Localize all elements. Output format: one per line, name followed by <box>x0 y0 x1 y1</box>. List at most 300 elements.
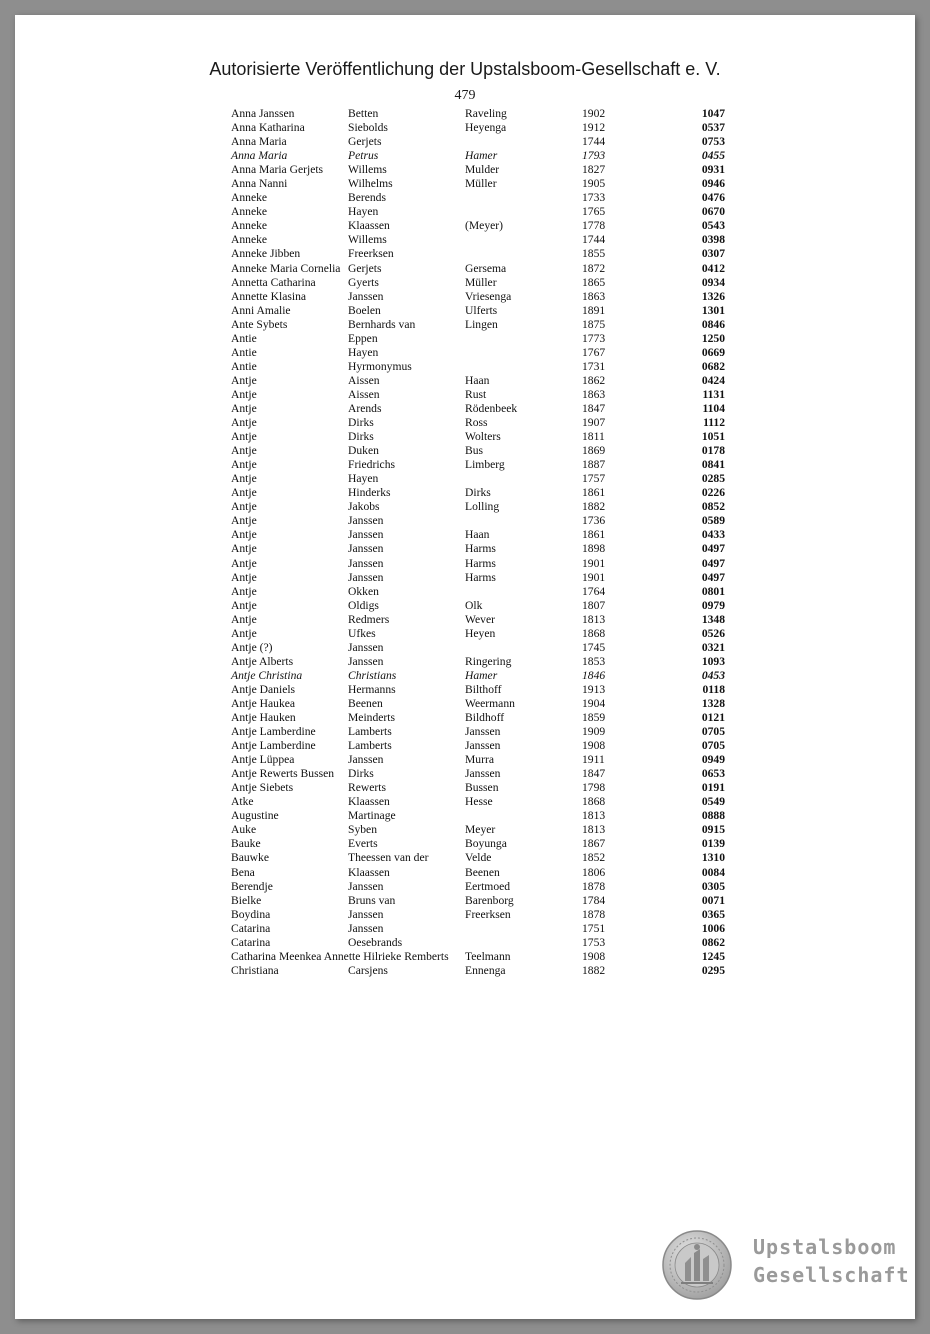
reference-number-cell: 0178 <box>701 444 725 458</box>
surname-cell: Rödenbeek <box>465 401 518 415</box>
reference-number-cell: 0398 <box>701 233 725 247</box>
reference-number-cell: 0476 <box>701 191 725 205</box>
year-cell: 1744 <box>582 135 606 149</box>
table-row <box>15 177 915 191</box>
patronym-cell: Jakobs <box>348 500 380 514</box>
patronym-cell: Janssen <box>348 640 384 654</box>
given-name-cell: Antje <box>231 556 257 570</box>
table-row <box>15 219 915 233</box>
given-name-cell: Antje <box>231 626 257 640</box>
given-name-cell: Annetta Catharina <box>231 275 316 289</box>
patronym-cell: Janssen <box>348 879 384 893</box>
reference-number-cell: 0931 <box>701 163 725 177</box>
year-cell: 1813 <box>582 809 606 823</box>
year-cell: 1853 <box>582 654 606 668</box>
surname-cell: Lingen <box>465 317 498 331</box>
table-row <box>15 374 915 388</box>
surname-cell: Olk <box>465 598 483 612</box>
table-row <box>15 233 915 247</box>
year-cell: 1744 <box>582 233 606 247</box>
surname-cell: Müller <box>465 275 497 289</box>
year-cell: 1882 <box>582 500 606 514</box>
given-name-cell: Antje <box>231 584 257 598</box>
surname-cell: Raveling <box>465 107 507 120</box>
reference-number-cell: 0705 <box>701 725 725 739</box>
patronym-cell: Carsjens <box>348 963 388 977</box>
reference-number-cell: 1104 <box>702 401 725 415</box>
year-cell: 1913 <box>582 682 606 696</box>
surname-cell: Bilthoff <box>465 682 502 696</box>
surname-cell: Harms <box>465 542 496 556</box>
table-row <box>15 851 915 865</box>
patronym-cell: Berends <box>348 191 386 205</box>
given-name-cell: Catarina <box>231 935 271 949</box>
year-cell: 1872 <box>582 261 606 275</box>
year-cell: 1806 <box>582 865 606 879</box>
given-name-cell: Antje Rewerts Bussen <box>231 767 335 781</box>
reference-number-cell: 0497 <box>701 556 725 570</box>
year-cell: 1878 <box>582 879 606 893</box>
surname-cell: Hamer <box>465 149 498 163</box>
given-name-cell: Antje <box>231 444 257 458</box>
surname-cell: Gersema <box>465 261 507 275</box>
surname-cell: Vriesenga <box>465 289 512 303</box>
reference-number-cell: 0979 <box>701 598 725 612</box>
patronym-cell: Klaassen <box>348 795 390 809</box>
given-name-cell: Antje Christina <box>231 668 303 682</box>
given-name-cell: Antje Hauken <box>231 711 296 725</box>
table-row <box>15 823 915 837</box>
reference-number-cell: 1245 <box>701 949 725 963</box>
table-row <box>15 500 915 514</box>
logo-line-2: Gesellschaft <box>753 1263 910 1287</box>
patronym-cell: Janssen <box>348 556 384 570</box>
surname-cell: Ennenga <box>465 963 506 977</box>
reference-number-cell: 1006 <box>701 921 725 935</box>
reference-number-cell: 0285 <box>701 472 725 486</box>
patronym-cell: Hayen <box>348 345 379 359</box>
surname-cell: Heyen <box>465 626 496 640</box>
year-cell: 1731 <box>582 359 606 373</box>
given-name-cell: Anna Maria Gerjets <box>231 163 324 177</box>
reference-number-cell: 0915 <box>701 823 725 837</box>
table-row <box>15 528 915 542</box>
surname-cell: Hamer <box>465 668 498 682</box>
patronym-cell: Janssen <box>348 542 384 556</box>
given-name-cell: Bielke <box>231 893 262 907</box>
surname-cell: Janssen <box>465 725 501 739</box>
patronym-cell: Janssen <box>348 570 384 584</box>
surname-cell: Müller <box>465 177 497 191</box>
given-name-cell: Antje Lüppea <box>231 753 295 767</box>
surname-cell: Haan <box>465 528 490 542</box>
patronym-cell: Freerksen <box>348 247 394 261</box>
given-name-cell: Anna Katharina <box>231 121 305 135</box>
reference-number-cell: 0084 <box>701 865 725 879</box>
patronym-cell: Eppen <box>348 331 378 345</box>
reference-number-cell: 0653 <box>701 767 725 781</box>
given-name-cell: Antje Daniels <box>231 682 296 696</box>
reference-number-cell: 0071 <box>701 893 725 907</box>
reference-number-cell: 0433 <box>701 528 725 542</box>
patronym-cell: Dirks <box>348 767 374 781</box>
table-row <box>15 416 915 430</box>
reference-number-cell: 0549 <box>701 795 725 809</box>
given-name-cell: Antje <box>231 570 257 584</box>
reference-number-cell: 1310 <box>701 851 725 865</box>
year-cell: 1807 <box>582 598 606 612</box>
year-cell: 1868 <box>582 795 606 809</box>
society-logo <box>661 1229 915 1303</box>
year-cell: 1813 <box>582 612 606 626</box>
table-row <box>15 964 915 978</box>
reference-number-cell: 0537 <box>701 121 725 135</box>
given-name-cell: Antje <box>231 472 257 486</box>
given-name-cell: Antje <box>231 373 257 387</box>
patronym-cell: Klaassen <box>348 219 390 233</box>
table-row <box>15 304 915 318</box>
year-cell: 1863 <box>582 387 606 401</box>
year-cell: 1875 <box>582 317 606 331</box>
patronym-cell: Beenen <box>348 696 383 710</box>
patronym-cell: Bernhards van <box>348 317 416 331</box>
year-cell: 1908 <box>582 739 606 753</box>
given-name-cell: Antie <box>231 359 257 373</box>
patronym-cell: Hyrmonymus <box>348 359 412 373</box>
surname-cell: Rust <box>465 387 487 401</box>
reference-number-cell: 0424 <box>701 373 725 387</box>
table-row <box>15 290 915 304</box>
year-cell: 1736 <box>582 514 606 528</box>
given-name-cell: Antje <box>231 430 257 444</box>
year-cell: 1887 <box>582 458 606 472</box>
reference-number-cell: 1093 <box>701 654 725 668</box>
patronym-cell: Theessen van der <box>348 851 429 865</box>
reference-number-cell: 1348 <box>701 612 725 626</box>
given-name-cell: Antje <box>231 528 257 542</box>
reference-number-cell: 0934 <box>701 275 725 289</box>
year-cell: 1798 <box>582 781 606 795</box>
table-row <box>15 486 915 500</box>
table-row <box>15 936 915 950</box>
given-name-cell: Anna Janssen <box>231 107 295 120</box>
patronym-cell: Aissen <box>348 387 380 401</box>
surname-cell: Eertmoed <box>465 879 511 893</box>
given-name-cell: Catarina <box>231 921 271 935</box>
year-cell: 1765 <box>582 205 606 219</box>
table-row <box>15 767 915 781</box>
patronym-cell: Betten <box>348 107 379 120</box>
year-cell: 1867 <box>582 837 606 851</box>
patronym-cell: Janssen <box>348 753 384 767</box>
year-cell: 1898 <box>582 542 606 556</box>
surname-cell: Meyer <box>465 823 496 837</box>
table-row <box>15 191 915 205</box>
patronym-cell: Gerjets <box>348 135 382 149</box>
table-row <box>15 669 915 683</box>
reference-number-cell: 0682 <box>701 359 725 373</box>
surname-cell: Lolling <box>465 500 500 514</box>
reference-number-cell: 0307 <box>701 247 725 261</box>
surname-cell: Boyunga <box>465 837 507 851</box>
year-cell: 1901 <box>582 556 606 570</box>
year-cell: 1778 <box>582 219 606 233</box>
given-name-cell: Anneke Jibben <box>231 247 301 261</box>
table-row <box>15 346 915 360</box>
year-cell: 1909 <box>582 725 606 739</box>
reference-number-cell: 0753 <box>701 135 725 149</box>
given-name-cell: Ante Sybets <box>231 317 288 331</box>
reference-number-cell: 0946 <box>701 177 725 191</box>
table-row <box>15 135 915 149</box>
surname-cell: Bildhoff <box>465 711 505 725</box>
reference-number-cell: 0226 <box>701 486 725 500</box>
page-number: 479 <box>454 88 476 103</box>
patronym-cell: Arends <box>348 401 382 415</box>
table-row <box>15 149 915 163</box>
table-row <box>15 781 915 795</box>
reference-number-cell: 0321 <box>701 640 725 654</box>
table-row <box>15 444 915 458</box>
patronym-cell: Okken <box>348 584 379 598</box>
given-name-cell: Antje Alberts <box>231 654 294 668</box>
table-row <box>15 599 915 613</box>
reference-number-cell: 0191 <box>701 781 725 795</box>
table-row <box>15 697 915 711</box>
surname-cell: Teelmann <box>465 949 511 963</box>
surname-cell: Harms <box>465 556 496 570</box>
surname-cell: Ross <box>465 416 488 430</box>
surname-cell: Dirks <box>465 486 491 500</box>
reference-number-cell: 0412 <box>701 261 725 275</box>
year-cell: 1891 <box>582 303 606 317</box>
table-row <box>15 894 915 908</box>
table-row <box>15 739 915 753</box>
given-name-cell: Antje <box>231 387 257 401</box>
reference-number-cell: 0139 <box>701 837 725 851</box>
table-row <box>15 683 915 697</box>
table-row <box>15 571 915 585</box>
patronym-cell: Janssen <box>348 907 384 921</box>
table-row <box>15 627 915 641</box>
table-row <box>15 753 915 767</box>
surname-cell: Limberg <box>465 458 505 472</box>
reference-number-cell: 0305 <box>701 879 725 893</box>
patronym-cell: Hayen <box>348 205 379 219</box>
year-cell: 1846 <box>582 668 606 682</box>
year-cell: 1907 <box>582 416 606 430</box>
table-row <box>15 332 915 346</box>
table-row <box>15 430 915 444</box>
reference-number-cell: 0295 <box>701 963 725 977</box>
reference-number-cell: 0841 <box>701 458 725 472</box>
given-name-cell: Antje Lamberdine <box>231 725 316 739</box>
year-cell: 1811 <box>582 430 605 444</box>
reference-number-cell: 1051 <box>701 430 725 444</box>
table-row <box>15 514 915 528</box>
given-name-cell: Auke <box>231 823 257 837</box>
given-name-cell: Bena <box>231 865 255 879</box>
table-row <box>15 922 915 936</box>
table-row <box>15 276 915 290</box>
reference-number-cell: 0949 <box>701 753 725 767</box>
year-cell: 1862 <box>582 373 606 387</box>
table-row <box>15 402 915 416</box>
patronym-cell: Duken <box>348 444 379 458</box>
given-name-cell: Anneke <box>231 191 268 205</box>
year-cell: 1861 <box>582 486 606 500</box>
surname-cell: Beenen <box>465 865 500 879</box>
year-cell: 1863 <box>582 289 606 303</box>
patronym-cell: Meinderts <box>348 711 396 725</box>
given-name-cell: Berendje <box>231 879 273 893</box>
patronym-cell: Gerjets <box>348 261 382 275</box>
given-name-cell: Annette Klasina <box>231 289 307 303</box>
reference-number-cell: 0888 <box>701 809 725 823</box>
patronym-cell: Janssen <box>348 514 384 528</box>
year-cell: 1773 <box>582 331 606 345</box>
surname-cell: Murra <box>465 753 494 767</box>
reference-number-cell: 0669 <box>701 345 725 359</box>
patronym-cell: Janssen <box>348 654 384 668</box>
given-name-cell: Christiana <box>231 963 279 977</box>
patronym-cell: Lamberts <box>348 739 392 753</box>
surname-cell: Freerksen <box>465 907 511 921</box>
patronym-cell: Oldigs <box>348 598 379 612</box>
given-name-cell: Antje Lamberdine <box>231 739 316 753</box>
year-cell: 1767 <box>582 345 606 359</box>
year-cell: 1865 <box>582 275 606 289</box>
table-row <box>15 262 915 276</box>
year-cell: 1882 <box>582 963 606 977</box>
table-row <box>15 247 915 261</box>
surname-cell: Wolters <box>465 430 501 444</box>
given-name-cell: Antje <box>231 542 257 556</box>
table-row <box>15 388 915 402</box>
year-cell: 1912 <box>582 121 606 135</box>
patronym-cell: Siebolds <box>348 121 388 135</box>
patronym-cell: Dirks <box>348 416 374 430</box>
given-name-cell: Antje <box>231 500 257 514</box>
given-name-cell: Anna Maria <box>231 149 288 163</box>
reference-number-cell: 1301 <box>701 303 725 317</box>
table-row <box>15 866 915 880</box>
reference-number-cell: 0589 <box>701 514 725 528</box>
year-cell: 1911 <box>582 753 605 767</box>
table-row <box>15 711 915 725</box>
reference-number-cell: 1047 <box>701 107 725 120</box>
reference-number-cell: 0801 <box>701 584 725 598</box>
reference-number-cell: 0118 <box>702 682 725 696</box>
patronym-cell: Redmers <box>348 612 390 626</box>
surname-cell: Janssen <box>465 767 501 781</box>
patronym-cell: Dirks <box>348 430 374 444</box>
year-cell: 1908 <box>582 949 606 963</box>
patronym-cell: Willems <box>348 233 387 247</box>
surname-cell: Mulder <box>465 163 500 177</box>
patronym-cell: Boelen <box>348 303 381 317</box>
table-row <box>15 121 915 135</box>
given-name-cell: Anna Nanni <box>231 177 288 191</box>
patronym-cell: Janssen <box>348 921 384 935</box>
table-row <box>15 585 915 599</box>
year-cell: 1784 <box>582 893 606 907</box>
patronym-cell: Rewerts <box>348 781 386 795</box>
reference-number-cell: 0862 <box>701 935 725 949</box>
given-name-cell: Antje Haukea <box>231 696 296 710</box>
logo-line-1: Upstalsboom <box>753 1235 897 1259</box>
surname-cell: Janssen <box>465 739 501 753</box>
given-name-cell: Anna Maria <box>231 135 287 149</box>
surname-cell: Ulferts <box>465 303 498 317</box>
patronym-cell: Petrus <box>348 149 379 163</box>
patronym-cell: Willems <box>348 163 387 177</box>
patronym-cell: Janssen <box>348 528 384 542</box>
given-name-cell: Boydina <box>231 907 271 921</box>
surname-cell: (Meyer) <box>465 219 503 233</box>
table-row <box>15 725 915 739</box>
year-cell: 1745 <box>582 640 606 654</box>
surname-cell: Weermann <box>465 696 515 710</box>
page-header: Autorisierte Veröffentlichung der Upstalsboom-Gesellschaft e. V. <box>209 59 721 79</box>
table-row <box>15 163 915 177</box>
reference-number-cell: 0497 <box>701 570 725 584</box>
name-index-list <box>15 107 915 978</box>
table-row <box>15 795 915 809</box>
table-row <box>15 950 915 964</box>
given-name-cell: Antje <box>231 514 257 528</box>
patronym-cell: Gyerts <box>348 275 379 289</box>
year-cell: 1901 <box>582 570 606 584</box>
reference-number-cell: 1250 <box>701 331 725 345</box>
reference-number-cell: 0455 <box>701 149 725 163</box>
reference-number-cell: 0121 <box>701 711 725 725</box>
given-name-cell: Anneke Maria Cornelia <box>231 261 341 275</box>
reference-number-cell: 0846 <box>701 317 725 331</box>
patronym-cell: Friedrichs <box>348 458 396 472</box>
table-row <box>15 880 915 894</box>
table-row <box>15 472 915 486</box>
seal-icon <box>661 1229 733 1301</box>
given-name-cell: Antje <box>231 401 257 415</box>
surname-cell: Velde <box>465 851 492 865</box>
reference-number-cell: 1131 <box>702 387 725 401</box>
surname-cell: Bus <box>465 444 484 458</box>
table-row <box>15 458 915 472</box>
patronym-cell: Aissen <box>348 373 380 387</box>
given-name-cell: Antie <box>231 331 257 345</box>
reference-number-cell: 0705 <box>701 739 725 753</box>
given-name-cell: Bauke <box>231 837 261 851</box>
year-cell: 1904 <box>582 696 606 710</box>
year-cell: 1878 <box>582 907 606 921</box>
surname-cell: Ringering <box>465 654 512 668</box>
given-name-cell: Antie <box>231 345 257 359</box>
given-name-cell: Anneke <box>231 233 268 247</box>
reference-number-cell: 0852 <box>701 500 725 514</box>
patronym-cell: Hermanns <box>348 682 396 696</box>
surname-cell: Hesse <box>465 795 493 809</box>
patronym-cell: Everts <box>348 837 378 851</box>
surname-cell: Haan <box>465 373 490 387</box>
year-cell: 1861 <box>582 528 606 542</box>
patronym-cell: Christians <box>348 668 397 682</box>
given-name-cell: Bauwke <box>231 851 269 865</box>
reference-number-cell: 0497 <box>701 542 725 556</box>
given-name-cell: Antje <box>231 612 257 626</box>
year-cell: 1733 <box>582 191 606 205</box>
year-cell: 1868 <box>582 626 606 640</box>
